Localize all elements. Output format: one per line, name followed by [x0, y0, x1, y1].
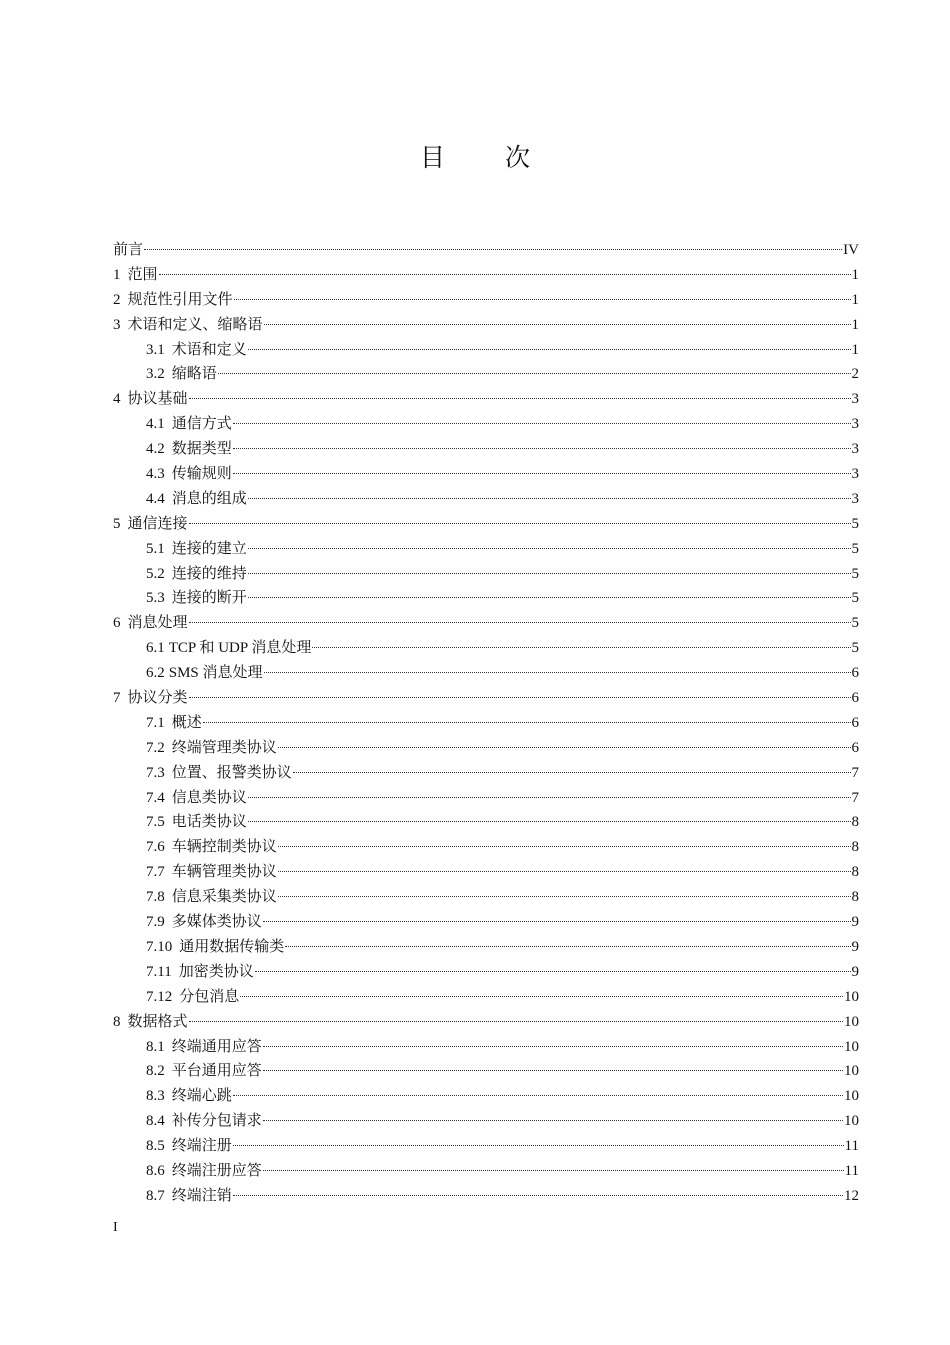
toc-entry-number: 5	[113, 515, 121, 532]
toc-entry-page: 7	[851, 764, 859, 781]
toc-entry-page: 11	[844, 1162, 859, 1179]
toc-entry-page: 5	[851, 565, 859, 582]
dot-leader	[255, 971, 851, 972]
toc-entry-title: 通用数据传输类	[179, 938, 285, 955]
toc-entry[interactable]	[113, 910, 859, 935]
toc-entry-page: 9	[851, 914, 859, 931]
toc-entry[interactable]	[113, 761, 859, 786]
toc-entry-page: 3	[851, 441, 859, 458]
toc-entry-page: 1	[851, 266, 859, 283]
toc-entry-title: 位置、报警类协议	[171, 764, 292, 781]
toc-entry[interactable]	[113, 885, 859, 910]
dot-leader	[218, 373, 851, 374]
dot-leader	[240, 996, 843, 997]
toc-entry[interactable]	[113, 313, 859, 338]
toc-entry-title: 多媒体类协议	[171, 914, 262, 931]
toc-entry-page: 12	[844, 1187, 859, 1204]
toc-entry-page: 1	[851, 316, 859, 333]
toc-entry-title: 终端心跳	[171, 1088, 232, 1105]
dot-leader	[189, 398, 851, 399]
toc-entry-number: 4.1	[146, 416, 165, 433]
toc-entry-title: 通信方式	[171, 416, 232, 433]
dot-leader	[293, 772, 851, 773]
toc-entry[interactable]	[113, 562, 859, 587]
dot-leader	[312, 647, 850, 648]
toc-entry-number: 7.2	[146, 739, 165, 756]
toc-entry-number: 3.2	[146, 366, 165, 383]
toc-entry-number: 8.1	[146, 1038, 165, 1055]
toc-entry-page: 8	[851, 889, 859, 906]
toc-entry-number: 3.1	[146, 341, 165, 358]
toc-entry-page: IV	[843, 242, 859, 258]
toc-entry-title: 平台通用应答	[171, 1063, 262, 1080]
toc-entry-title: 车辆控制类协议	[171, 839, 277, 856]
dot-leader	[189, 523, 851, 524]
toc-entry[interactable]	[113, 611, 859, 636]
page-title: 目 次	[420, 143, 556, 172]
toc-entry-page: 6	[851, 690, 859, 707]
toc-entry-number: 4	[113, 391, 121, 408]
toc-entry-page: 10	[844, 1088, 859, 1105]
toc-entry[interactable]	[113, 711, 859, 736]
toc-entry-title: 终端管理类协议	[171, 739, 277, 756]
dot-leader	[203, 722, 851, 723]
toc-entry[interactable]	[113, 362, 859, 387]
toc-entry-title: 通信连接	[127, 515, 188, 532]
toc-entry-title: 终端通用应答	[171, 1038, 262, 1055]
toc-entry-number: 7.9	[146, 914, 165, 931]
toc-entry-title: 消息的组成	[171, 490, 247, 507]
table-of-contents	[113, 238, 859, 1209]
toc-entry[interactable]	[113, 238, 859, 263]
toc-entry-number: 6.1	[146, 640, 165, 657]
toc-entry[interactable]	[113, 487, 859, 512]
toc-entry-title: 补传分包请求	[171, 1113, 262, 1130]
toc-entry-number: 6.2	[146, 665, 165, 682]
dot-leader	[233, 423, 851, 424]
toc-entry-page: 6	[851, 739, 859, 756]
toc-entry-title: 连接的断开	[171, 590, 247, 607]
dot-leader	[248, 797, 851, 798]
toc-entry-number: 8.4	[146, 1113, 165, 1130]
toc-entry-page: 8	[851, 864, 859, 881]
toc-entry-page: 5	[851, 590, 859, 607]
toc-entry[interactable]	[113, 1109, 859, 1134]
toc-entry-number: 7.3	[146, 764, 165, 781]
toc-entry-title: 终端注册	[171, 1138, 232, 1155]
toc-entry[interactable]	[113, 1184, 859, 1209]
toc-entry-title: 信息采集类协议	[171, 889, 277, 906]
toc-entry-title: 车辆管理类协议	[171, 864, 277, 881]
toc-entry[interactable]	[113, 835, 859, 860]
dot-leader	[248, 597, 851, 598]
toc-entry-page: 10	[844, 1063, 859, 1080]
toc-entry-number: 8.3	[146, 1088, 165, 1105]
toc-entry[interactable]	[113, 736, 859, 761]
dot-leader	[233, 1145, 844, 1146]
toc-entry-page: 5	[851, 515, 859, 532]
toc-entry-title: 连接的建立	[171, 540, 247, 557]
toc-entry[interactable]	[113, 960, 859, 985]
toc-entry[interactable]	[113, 462, 859, 487]
toc-entry-number: 7	[113, 690, 121, 707]
toc-entry-title: 数据格式	[127, 1013, 188, 1030]
toc-entry[interactable]	[113, 661, 859, 686]
toc-entry[interactable]	[113, 387, 859, 412]
toc-entry-title: 传输规则	[171, 466, 232, 483]
toc-entry-title: 电话类协议	[171, 814, 247, 831]
toc-entry-title: 终端注销	[171, 1187, 232, 1204]
dot-leader	[248, 349, 851, 350]
toc-entry-number: 4.2	[146, 441, 165, 458]
toc-entry-page: 5	[851, 615, 859, 632]
toc-entry-page: 10	[844, 1013, 859, 1030]
toc-entry-title: 规范性引用文件	[127, 291, 233, 308]
dot-leader	[189, 622, 851, 623]
toc-entry-number: 5.1	[146, 540, 165, 557]
toc-entry-title: 数据类型	[171, 441, 232, 458]
toc-entry-page: 11	[844, 1138, 859, 1155]
toc-entry[interactable]	[113, 1159, 859, 1184]
toc-entry[interactable]	[113, 586, 859, 611]
toc-entry-page: 6	[851, 714, 859, 731]
toc-entry-number: 5.3	[146, 590, 165, 607]
toc-entry-page: 1	[851, 341, 859, 358]
toc-entry[interactable]	[113, 338, 859, 363]
dot-leader	[189, 697, 851, 698]
dot-leader	[264, 672, 851, 673]
toc-entry-title: 术语和定义	[171, 341, 247, 358]
toc-entry[interactable]	[113, 1035, 859, 1060]
toc-entry[interactable]	[113, 288, 859, 313]
toc-entry[interactable]	[113, 263, 859, 288]
toc-entry[interactable]	[113, 1010, 859, 1035]
toc-entry-title: 术语和定义、缩略语	[127, 316, 263, 333]
toc-entry-number: 4.4	[146, 490, 165, 507]
toc-entry-number: 8	[113, 1013, 121, 1030]
toc-entry[interactable]	[113, 786, 859, 811]
toc-entry-title: SMS 消息处理	[168, 665, 263, 682]
toc-entry-number: 7.12	[146, 988, 173, 1005]
toc-entry-title: 缩略语	[171, 366, 217, 383]
toc-entry-number: 7.4	[146, 789, 165, 806]
toc-entry-page: 3	[851, 391, 859, 408]
toc-entry-number: 7.7	[146, 864, 165, 881]
toc-entry-page: 8	[851, 814, 859, 831]
toc-entry-number: 7.6	[146, 839, 165, 856]
toc-entry-page: 9	[851, 938, 859, 955]
toc-entry[interactable]	[113, 1134, 859, 1159]
toc-entry-page: 9	[851, 963, 859, 980]
toc-entry[interactable]	[113, 512, 859, 537]
dot-leader	[248, 498, 851, 499]
toc-entry-page: 1	[851, 291, 859, 308]
toc-entry-title: 加密类协议	[178, 963, 254, 980]
toc-entry-number: 8.7	[146, 1187, 165, 1204]
dot-leader	[233, 473, 851, 474]
toc-entry-number: 7.11	[146, 963, 172, 980]
toc-entry-title: 分包消息	[179, 988, 240, 1005]
toc-entry-page: 5	[851, 640, 859, 657]
toc-entry-number: 4.3	[146, 466, 165, 483]
dot-leader	[263, 1120, 843, 1121]
toc-entry[interactable]	[113, 686, 859, 711]
dot-leader	[248, 548, 851, 549]
dot-leader	[263, 921, 851, 922]
dot-leader	[278, 896, 851, 897]
toc-entry-page: 3	[851, 416, 859, 433]
dot-leader	[189, 1021, 843, 1022]
toc-entry[interactable]	[113, 437, 859, 462]
toc-entry-title: 协议分类	[127, 690, 188, 707]
toc-entry-title: 概述	[171, 714, 202, 731]
toc-entry-number: 7.8	[146, 889, 165, 906]
toc-entry-page: 3	[851, 490, 859, 507]
dot-leader	[233, 1095, 843, 1096]
toc-entry-number: 2	[113, 291, 121, 308]
toc-entry-number: 7.10	[146, 938, 173, 955]
toc-entry-number: 8.5	[146, 1138, 165, 1155]
toc-entry-number: 1	[113, 266, 121, 283]
dot-leader	[278, 871, 851, 872]
toc-entry-title: 协议基础	[127, 391, 188, 408]
page-number: I	[113, 1220, 118, 1235]
toc-entry[interactable]	[113, 860, 859, 885]
toc-entry-number: 5.2	[146, 565, 165, 582]
toc-entry-page: 7	[851, 789, 859, 806]
dot-leader	[233, 1195, 843, 1196]
dot-leader	[278, 846, 851, 847]
toc-entry-number: 8.2	[146, 1063, 165, 1080]
toc-entry-page: 10	[844, 1113, 859, 1130]
dot-leader	[159, 274, 851, 275]
toc-entry-page: 6	[851, 665, 859, 682]
toc-entry-title: 范围	[127, 266, 158, 283]
toc-entry[interactable]	[113, 935, 859, 960]
toc-entry[interactable]	[113, 537, 859, 562]
toc-entry-number: 6	[113, 615, 121, 632]
toc-entry-title: 终端注册应答	[171, 1162, 262, 1179]
dot-leader	[263, 1070, 843, 1071]
toc-entry-title: 消息处理	[127, 615, 188, 632]
toc-entry-title: 前言	[113, 242, 144, 258]
dot-leader	[233, 448, 851, 449]
toc-entry-title: 连接的维持	[171, 565, 247, 582]
toc-entry-title: 信息类协议	[171, 789, 247, 806]
toc-entry-number: 7.5	[146, 814, 165, 831]
toc-entry-number: 7.1	[146, 714, 165, 731]
toc-entry[interactable]	[113, 412, 859, 437]
toc-entry-number: 8.6	[146, 1162, 165, 1179]
dot-leader	[234, 299, 851, 300]
toc-entry-page: 5	[851, 540, 859, 557]
toc-entry[interactable]	[113, 1059, 859, 1084]
toc-entry[interactable]	[113, 636, 859, 661]
toc-entry[interactable]	[113, 985, 859, 1010]
toc-entry[interactable]	[113, 810, 859, 835]
toc-entry-page: 10	[844, 988, 859, 1005]
toc-entry-page: 8	[851, 839, 859, 856]
dot-leader	[263, 1046, 843, 1047]
dot-leader	[285, 946, 850, 947]
dot-leader	[248, 573, 851, 574]
toc-entry-page: 3	[851, 466, 859, 483]
toc-entry[interactable]	[113, 1084, 859, 1109]
dot-leader	[264, 324, 851, 325]
dot-leader	[248, 821, 851, 822]
dot-leader	[263, 1170, 844, 1171]
dot-leader	[278, 747, 851, 748]
toc-entry-number: 3	[113, 316, 121, 333]
toc-entry-title: TCP 和 UDP 消息处理	[168, 640, 312, 657]
toc-entry-page: 2	[851, 366, 859, 383]
toc-entry-page: 10	[844, 1038, 859, 1055]
dot-leader	[144, 249, 842, 250]
